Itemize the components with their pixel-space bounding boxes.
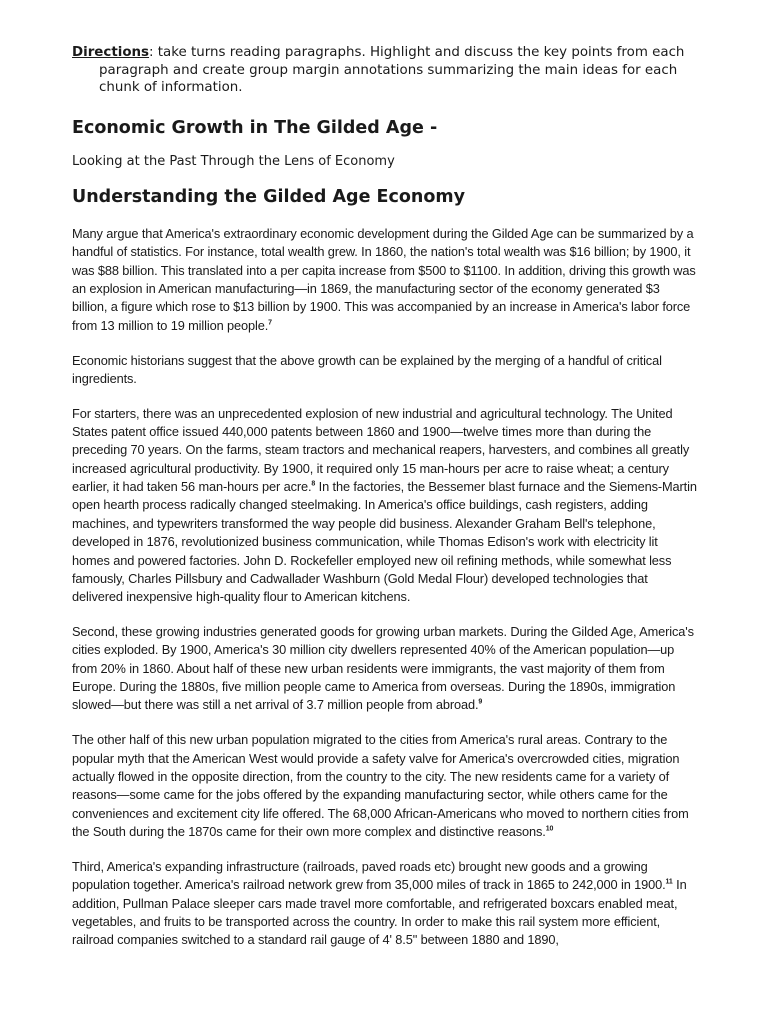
paragraph-text: Third, America's expanding infrastructure (railroads, paved roads etc) brought new goods and a growing population together. America's railroad network grew from 35,000 miles of track in 1865 to 242,000 in 1900. [72, 858, 666, 893]
body-paragraph-5 [72, 731, 698, 841]
paragraph-text: Economic historians suggest that the above growth can be explained by the merging of a handful of critical ingredients. [72, 352, 662, 386]
document-title: Economic Growth in The Gilded Age - [72, 117, 438, 138]
document-page [72, 44, 698, 950]
paragraph-text: Many argue that America's extraordinary economic development during the Gilded Age can be summarized by a handful of statistics. For instance, total wealth grew. In 1860, the nation's total wealth was $16 billion; by 1900, it was $88 billion. This translated into a per capita increase from $500 to $1100. In addition, driving this growth was an explosion in American manufacturing—in 1869, the manufacturing sector of the economy generated $3 billion, a figure which rose to $13 billion by 1900. This was accompanied by an increase in America's labor force from 13 million to 19 million people. [72, 226, 696, 333]
footnote-marker[interactable]: 9 [478, 699, 483, 707]
paragraph-text: Second, these growing industries generated goods for growing urban markets. During the Gilded Age, America's cities exploded. By 1900, America's 30 million city dwellers represented 40% of the American population—up from 20% in 1860. About half of these new urban residents were immigrants, the vast majority of them from Europe. During the 1880s, five million people came to America from overseas. During the 1890s, immigration slowed—but there was still a net arrival of 3.7 million people from abroad. [72, 624, 694, 713]
body-paragraph-3 [72, 405, 698, 607]
body-paragraph-6 [72, 858, 698, 950]
body-paragraph-2 [72, 352, 698, 389]
document-subtitle: Looking at the Past Through the Lens of Economy [72, 153, 395, 169]
footnote-marker[interactable]: 11 [665, 878, 673, 886]
footnote-marker[interactable]: 8 [311, 480, 316, 488]
directions-paragraph [72, 44, 698, 97]
footnote-marker[interactable]: 7 [268, 319, 272, 327]
footnote-marker[interactable]: 10 [545, 825, 554, 833]
body-paragraph-1 [72, 225, 698, 335]
section-heading: Understanding the Gilded Age Economy [72, 186, 466, 207]
paragraph-text: The other half of this new urban population migrated to the cities from America's rural areas. Contrary to the popular myth that the American West would provide a safety valve for America's overcrowded cities, migration actually flowed in the opposite direction, from the country to the city. The new residents came for a variety of reasons—some came for the jobs offered by the expanding manufacturing sector, while others came for the conveniences and excitement city life offered. The 68,000 African-Americans who moved to northern cities from the South during the 1870s came for their own more complex and distinctive reasons. [72, 732, 689, 839]
directions-text: : take turns reading paragraphs. Highlight and discuss the key points from each paragraph and create group margin annotations summarizing the main ideas for each chunk of information. [99, 45, 685, 95]
paragraph-text: In the factories, the Bessemer blast furnace and the Siemens-Martin open hearth process radically changed steelmaking. In America's office buildings, cash registers, adding machines, and typewriters transformed the way people did business. Alexander Graham Bell's telephone, developed in 1876, revolutionized business communication, while Thomas Edison's work with electricity lit homes and powered factories. John D. Rockefeller employed new oil refining methods, while somewhat less famously, Charles Pillsbury and Cadwallader Washburn (Gold Medal Flour) developed technologies that delivered inexpensive high-quality flour to American kitchens. [72, 479, 697, 605]
directions-label: Directions [72, 45, 150, 60]
paragraph-text: In addition, Pullman Palace sleeper cars made travel more comfortable, and refrigerated boxcars enabled meat, vegetables, and fruits to be transported across the country. In order to make this rail system more efficient, railroad companies switched to a standard rail gauge of 4' 8.5" between 1880 and 1890, [72, 877, 687, 948]
body-paragraph-4 [72, 623, 698, 715]
paragraph-text: For starters, there was an unprecedented explosion of new industrial and agricultural technology. The United States patent office issued 440,000 patents between 1860 and 1900—twelve times more than during the preceding 70 years. On the farms, steam tractors and mechanical reapers, harvesters, and combines all greatly increased agricultural productivity. By 1900, it required only 15 man-hours per acre to raise wheat; a century earlier, it had taken 56 man-hours per acre. [72, 405, 690, 495]
